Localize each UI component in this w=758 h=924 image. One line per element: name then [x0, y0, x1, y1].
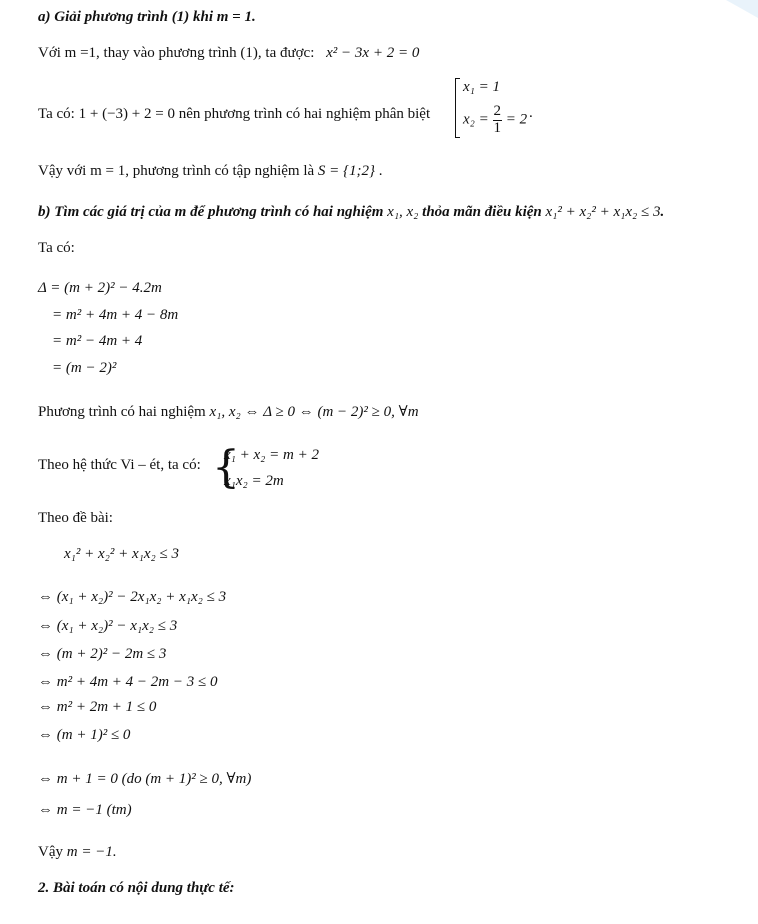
step-5: ⇔ m² + 4m + 4 − 2m − 3 ≤ 0	[38, 674, 218, 690]
step-9: ⇔ m = −1 (tm)	[38, 802, 132, 818]
condition-equation: x₁, x₂ ⇔ Δ ≥ 0 ⇔ (m − 2)² ≥ 0, ∀m	[209, 404, 419, 420]
step-1: x₁² + x₂² + x₁x₂ ≤ 3	[64, 546, 179, 562]
section-a-line1	[38, 44, 419, 62]
section-b-heading	[38, 203, 664, 221]
delta-line-2: = m² + 4m + 4 − 8m	[52, 307, 179, 323]
root-2	[463, 104, 527, 137]
step-3: ⇔ (x₁ + x₂)² − x₁x₂ ≤ 3	[38, 618, 178, 634]
section-2-heading: 2. Bài toán có nội dung thực tế:	[38, 880, 235, 896]
conclusion-line	[38, 843, 117, 861]
viet-product: x₁x₂ = 2m	[224, 473, 284, 489]
condition-line	[38, 403, 419, 421]
viet-brace: {	[212, 442, 240, 493]
root2-fraction	[493, 104, 503, 137]
conclusion-equation: m = −1.	[66, 844, 117, 860]
step-2: ⇔ (x₁ + x₂)² − 2x₁x₂ + x₁x₂ ≤ 3	[38, 589, 227, 605]
ta-co-label: Ta có:	[38, 240, 75, 256]
conclusion-text: Vậy	[38, 844, 67, 860]
root-1: x₁ = 1	[463, 79, 500, 95]
step-6: ⇔ m² + 2m + 1 ≤ 0	[38, 699, 157, 715]
corner-decoration	[718, 0, 758, 22]
step-8: ⇔ m + 1 = 0 (do (m + 1)² ≥ 0, ∀m)	[38, 771, 252, 787]
heading-b-vars: x₁, x₂	[387, 204, 419, 220]
line2-text2: nên phương trình có hai nghiệm phân biệt	[174, 106, 431, 122]
line3-text: Vậy với m = 1, phương trình có tập nghiệm là	[38, 163, 318, 179]
delta-line-4: = (m − 2)²	[52, 360, 117, 376]
delta-line-3: = m² − 4m + 4	[52, 333, 143, 349]
line1-text: Với m =1, thay vào phương trình (1), ta được:	[38, 45, 315, 61]
root2-denominator: 1	[493, 119, 501, 136]
step-7: ⇔ (m + 1)² ≤ 0	[38, 727, 131, 743]
step-4: ⇔ (m + 2)² − 2m ≤ 3	[38, 646, 167, 662]
heading-b-text2: thỏa mãn điều kiện	[418, 204, 546, 220]
viet-sum: x₁ + x₂ = m + 2	[224, 447, 319, 463]
root2-lhs: x₂ =	[463, 111, 489, 128]
line3-equation: S = {1;2}	[317, 163, 376, 179]
roots-bracket	[455, 78, 460, 138]
roots-period: .	[529, 105, 533, 121]
section-a-line2	[38, 105, 430, 123]
root2-rhs: = 2	[505, 111, 528, 128]
heading-b-end: .	[660, 204, 665, 220]
line2-text: Ta có:	[38, 106, 79, 122]
condition-text: Phương trình có hai nghiệm	[38, 404, 210, 420]
delta-line-1: Δ = (m + 2)² − 4.2m	[38, 280, 162, 296]
de-bai-label: Theo đề bài:	[38, 510, 113, 526]
line2-equation: 1 + (−3) + 2 = 0	[78, 106, 175, 122]
heading-b-condition: x₁² + x₂² + x₁x₂ ≤ 3	[545, 204, 661, 220]
section-a-heading: a) Giải phương trình (1) khi m = 1.	[38, 9, 256, 25]
root2-numerator: 2	[493, 103, 501, 119]
line1-equation: x² − 3x + 2 = 0	[326, 45, 420, 61]
viet-label: Theo hệ thức Vi – ét, ta có:	[38, 457, 201, 473]
heading-b-text: b) Tìm các giá trị của m để phương trình có hai nghiệm	[38, 204, 388, 220]
section-a-line3	[38, 162, 383, 180]
line3-end: .	[375, 163, 383, 179]
